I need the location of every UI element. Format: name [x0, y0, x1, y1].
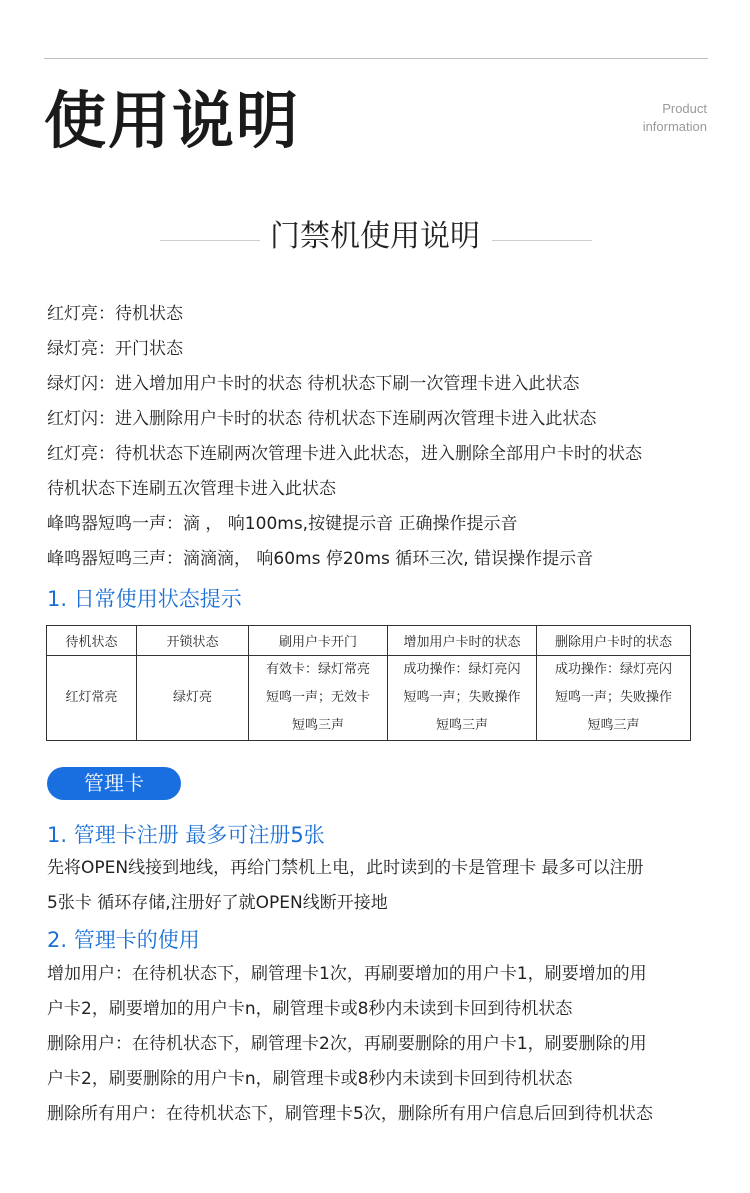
table-header-cell: 刷用户卡开门	[249, 626, 388, 656]
status-line: 峰鸣器短鸣一声：滴 ， 响100ms,按键提示音 正确操作提示音	[47, 514, 518, 534]
table-header-cell: 增加用户卡时的状态	[388, 626, 537, 656]
daily-status-heading: 1. 日常使用状态提示	[47, 587, 242, 611]
table-cell	[249, 656, 388, 741]
status-line: 绿灯闪：进入增加用户卡时的状态 待机状态下刷一次管理卡进入此状态	[47, 374, 580, 394]
status-line: 红灯亮：待机状态	[47, 304, 183, 324]
table-header-cell: 开锁状态	[137, 626, 249, 656]
cell-line: 短鸣三声	[291, 718, 344, 733]
usage-line: 删除用户：在待机状态下，刷管理卡2次，再刷要删除的用户卡1，刷要删除的用	[47, 1034, 647, 1054]
cell-line: 绿灯亮	[172, 690, 212, 705]
register-description	[47, 851, 727, 921]
cell-line: 短鸣一声；无效卡	[265, 690, 370, 705]
cell-line: 成功操作：绿灯亮闪	[403, 662, 521, 677]
status-line: 绿灯亮：开门状态	[47, 339, 183, 359]
management-card-pill: 管理卡	[47, 767, 181, 800]
product-information-tag	[643, 100, 707, 136]
status-description-list	[47, 297, 727, 577]
status-line: 峰鸣器短鸣三声：滴滴滴， 响60ms 停20ms 循环三次, 错误操作提示音	[47, 549, 594, 569]
cell-line: 成功操作：绿灯亮闪	[554, 662, 672, 677]
status-table	[46, 625, 691, 741]
table-cell	[537, 656, 691, 741]
table-cell	[388, 656, 537, 741]
status-line: 待机状态下连刷五次管理卡进入此状态	[47, 479, 336, 499]
usage-line: 户卡2，刷要删除的用户卡n，刷管理卡或8秒内未读到卡回到待机状态	[47, 1069, 573, 1089]
cell-line: 有效卡：绿灯常亮	[265, 662, 370, 677]
section-heading	[0, 214, 750, 260]
cell-line: 短鸣三声	[587, 718, 640, 733]
cell-line: 红灯常亮	[65, 690, 118, 705]
top-divider	[44, 58, 708, 59]
status-line: 红灯闪：进入删除用户卡时的状态 待机状态下连刷两次管理卡进入此状态	[47, 409, 597, 429]
table-header-cell: 待机状态	[47, 626, 137, 656]
table-cell	[137, 656, 249, 741]
table-cell	[47, 656, 137, 741]
table-header-row	[47, 626, 691, 656]
product-tag-line1: Product	[662, 101, 707, 116]
heading-right-rule	[492, 240, 592, 241]
register-line: 先将OPEN线接到地线，再给门禁机上电，此时读到的卡是管理卡 最多可以注册	[47, 858, 644, 878]
usage-heading: 2. 管理卡的使用	[47, 928, 200, 952]
cell-line: 短鸣一声；失败操作	[554, 690, 672, 705]
cell-line: 短鸣一声；失败操作	[403, 690, 521, 705]
status-line: 红灯亮：待机状态下连刷两次管理卡进入此状态，进入删除全部用户卡时的状态	[47, 444, 642, 464]
table-header-cell: 删除用户卡时的状态	[537, 626, 691, 656]
product-tag-line2: information	[642, 119, 707, 134]
table-row	[47, 656, 691, 741]
page-title: 使用说明	[44, 84, 301, 157]
usage-line: 增加用户：在待机状态下，刷管理卡1次，再刷要增加的用户卡1，刷要增加的用	[47, 964, 647, 984]
usage-line: 户卡2，刷要增加的用户卡n，刷管理卡或8秒内未读到卡回到待机状态	[47, 999, 573, 1019]
usage-description	[47, 957, 727, 1132]
section-title: 门禁机使用说明	[270, 219, 480, 254]
register-heading: 1. 管理卡注册 最多可注册5张	[47, 823, 325, 847]
register-line: 5张卡 循环存储,注册好了就OPEN线断开接地	[47, 893, 388, 913]
cell-line: 短鸣三声	[435, 718, 488, 733]
usage-line: 删除所有用户：在待机状态下，刷管理卡5次，删除所有用户信息后回到待机状态	[47, 1104, 653, 1124]
